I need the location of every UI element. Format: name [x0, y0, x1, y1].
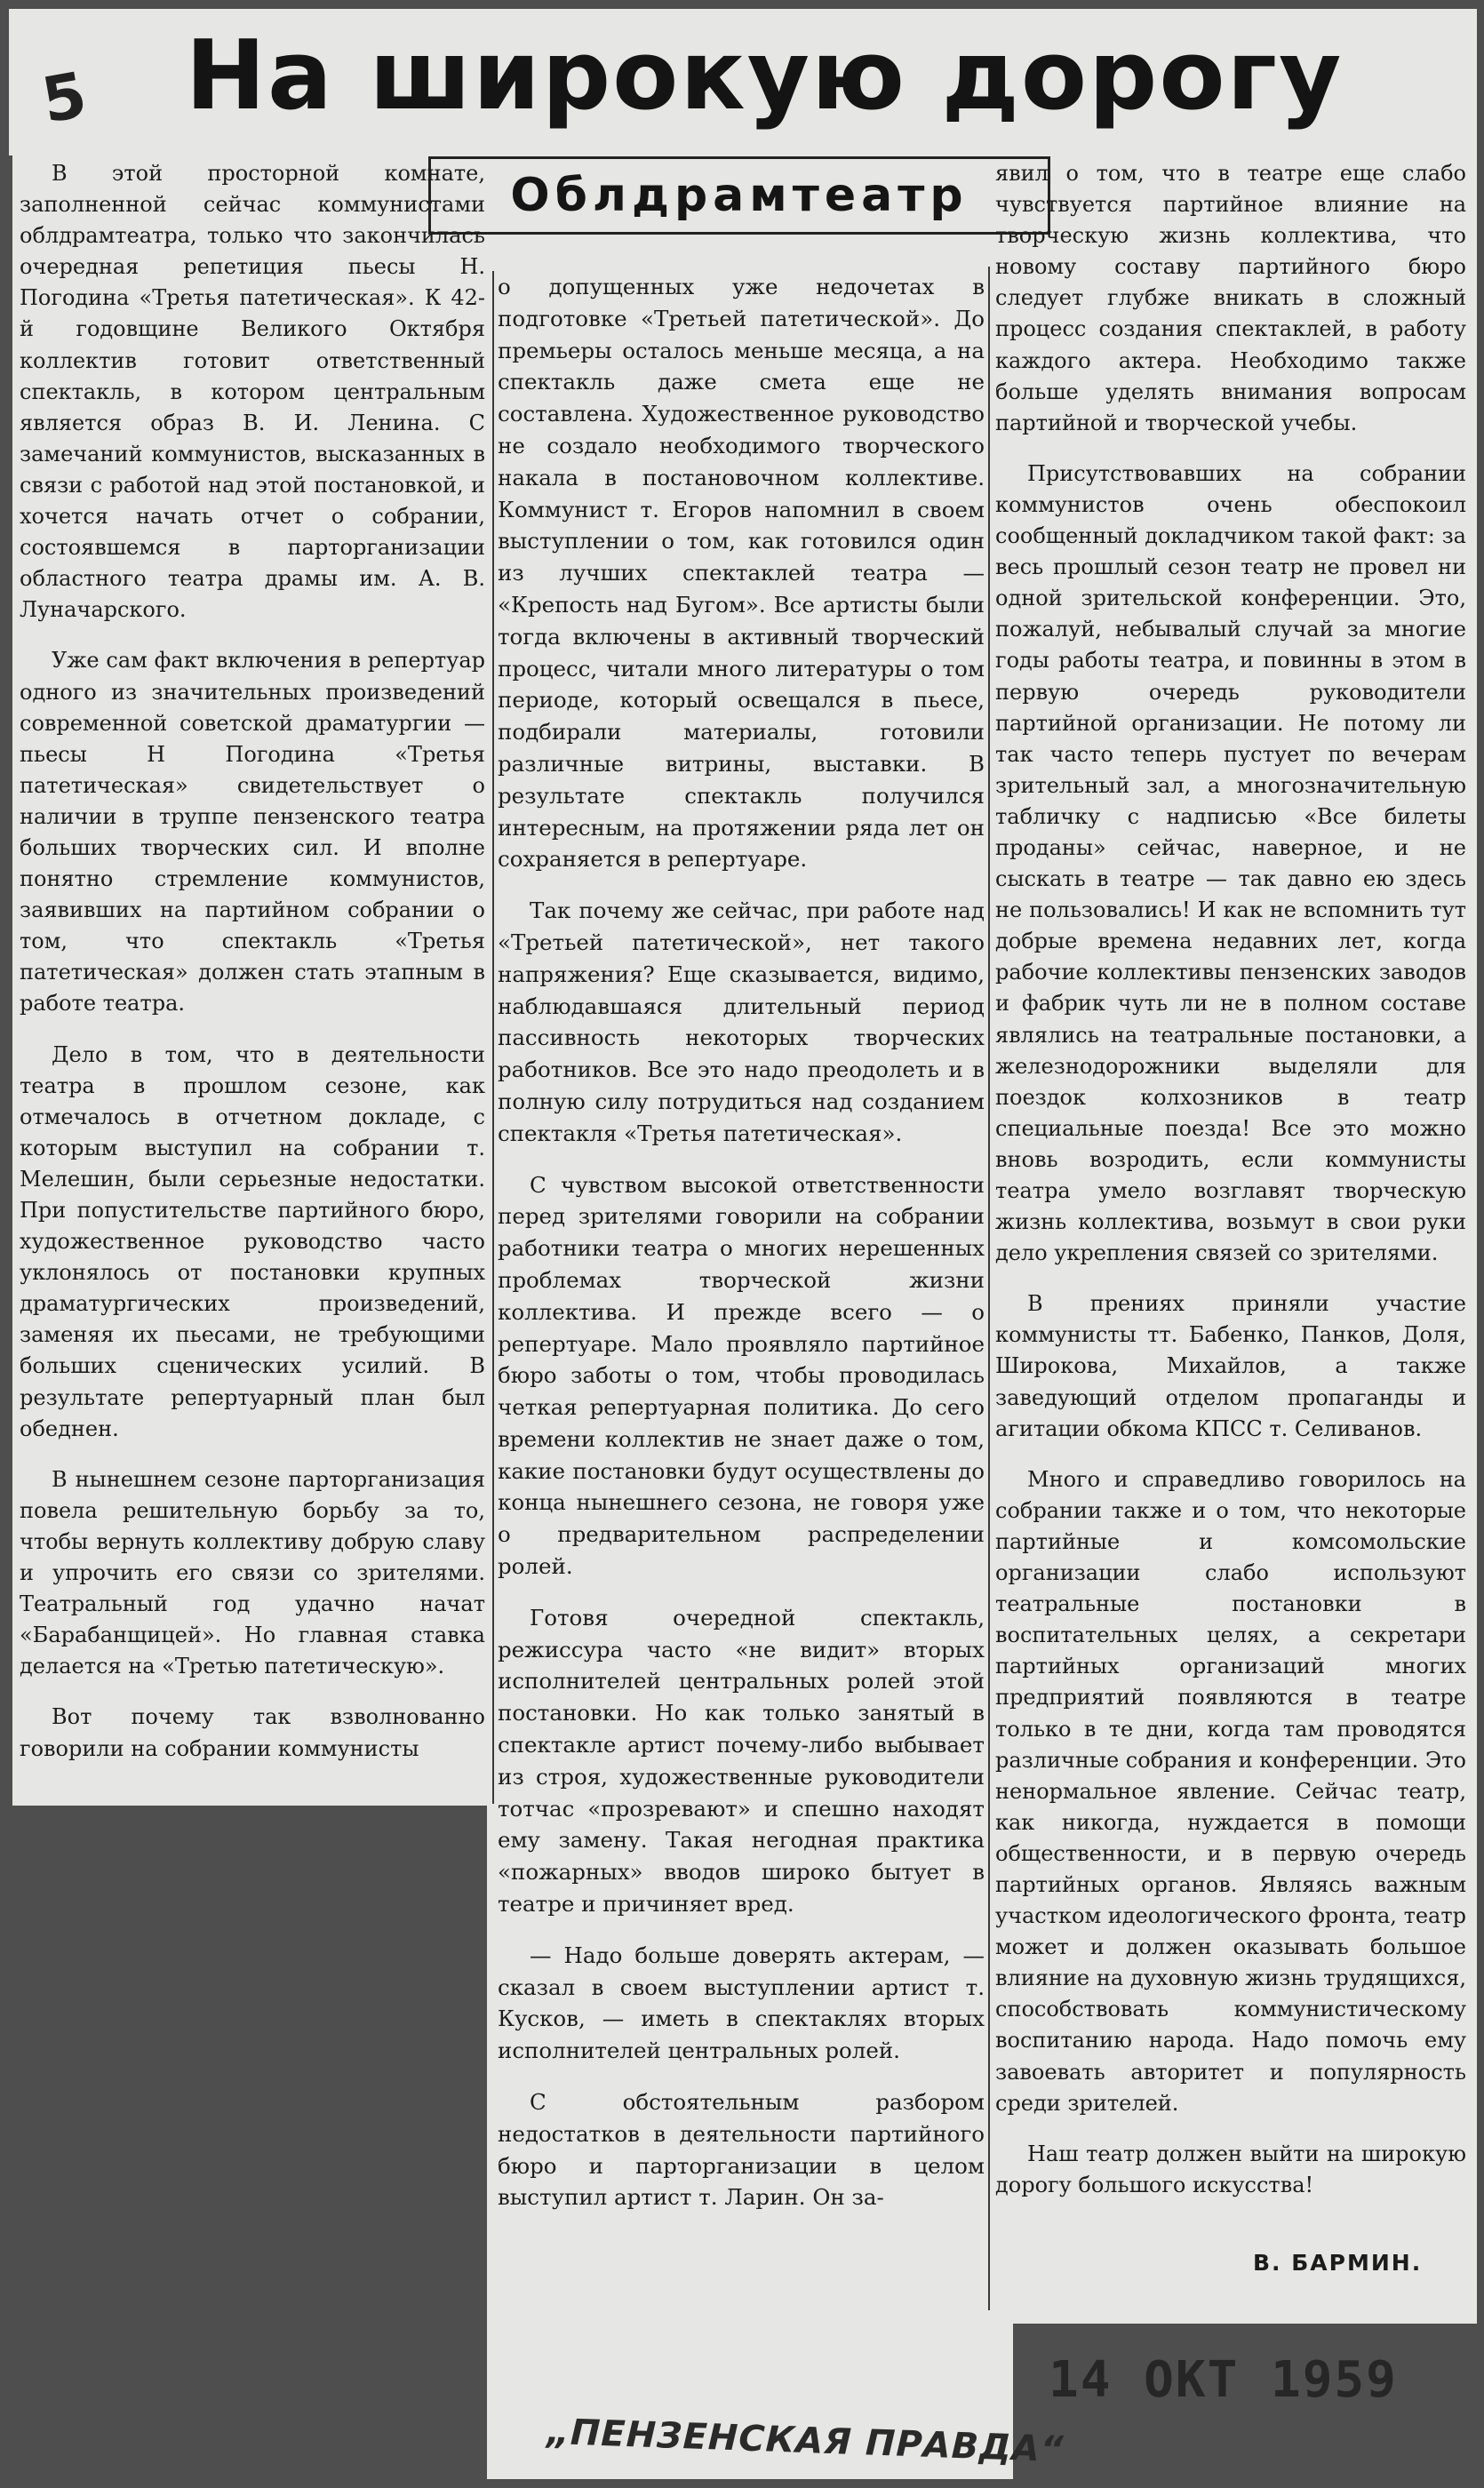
paragraph: Дело в том, что в деятельности театра в прошлом сезоне, как отмечалось в отчетном докладе, с которым выступил на собрании т. Мелешин, были серьезные недостатки. При попустительстве партийного бюро, художественное руководство часто уклонялось от постановки крупных драматургических произведений, заменяя их пьесами, не требующими больших сценических усилий. В результате репертуарный план был обеднен. — [20, 1041, 485, 1441]
article-headline: На широкую дорогу — [185, 20, 1344, 132]
date-stamp: 14 ОКТ 1959 — [1049, 2351, 1398, 2409]
paragraph: Наш театр должен выйти на широкую дорогу большого искусства! — [995, 2141, 1466, 2197]
rubric-title: Облдрамтеатр — [510, 169, 969, 222]
paragraph: В нынешнем сезоне парторганизация повела решительную борьбу за то, чтобы вернуть коллективу добрую славу и упрочить его связи со зрителями. Театральный год удачно начат «Барабанщицей». Но главная ставка делается на «Третью патетическую». — [20, 1466, 485, 1679]
paragraph: Присутствовавших на собрании коммунистов очень обеспокоил сообщенный докладчиком такой факт: за весь прошлый сезон театр не провел ни одной зрительской конференции. Это, пожалуй, небывалый случай за многие годы работы театра, и повинны в этом в первую очередь руководители партийной организации. Не потому ли так часто теперь пустует по вечерам зрительный зал, а многозначительную табличку с надписью «Все билеты проданы» сейчас, наверное, и не сыскать в театре — так давно ею здесь не пользовались! И как не вспомнить тут добрые времена недавних лет, когда рабочие коллективы пензенских заводов и фабрик чуть ли не в полном составе являлись на театральные постановки, а железнодорожники выделяли для поездок колхозников в театр специальные поезда! Все это можно вновь возродить, если коммунисты театра умело возглавят творческую жизнь коллектива, возьмут в свои руки дело укрепления связей со зрителями. — [995, 460, 1466, 1266]
paragraph: явил о том, что в театре еще слабо чувствуется партийное влияние на творческую жизнь коллектива, что новому составу партийного бюро следует глубже вникать в сложный процесс создания спектаклей, в работу каждого актера. Необходимо также больше уделять внимания вопросам партийной и творческой учебы. — [995, 161, 1466, 435]
handwritten-page-mark: 5 — [36, 58, 92, 138]
article-column-3 — [995, 158, 1466, 2201]
paragraph: В этой просторной комнате, заполненной сейчас коммунистами облдрамтеатра, только что закончилась очередная репетиция пьесы Н. Погодина «Третья патетическая». К 42-й годовщине Великого Октября коллектив готовит ответственный спектакль, в котором центральным является образ В. И. Ленина. С замечаний коммунистов, высказанных в связи с работой над этой постановкой, и хочется начать отчет о собрании, состоявшемся в парторганизации областного театра драмы им. А. В. Луначарского. — [20, 161, 485, 623]
paragraph: Вот почему так взволнованно говорили на собрании коммунисты — [20, 1704, 485, 1761]
paragraph: — Надо больше доверять актерам, — сказал в своем выступлении артист т. Кусков, — иметь в спектаклях вторых исполнителей центральных ролей. — [498, 1942, 985, 2064]
column-divider — [492, 271, 494, 1804]
column-divider — [988, 267, 990, 2310]
paragraph: Уже сам факт включения в репертуар одного из значительных произведений современной советской драматургии — пьесы Н Погодина «Третья патетическая» свидетельствует о наличии в труппе пензенского театра больших творческих сил. И вполне понятно стремление коммунистов, заявивших на партийном собрании о том, что спектакль «Третья патетическая» должен стать этапным в работе театра. — [20, 648, 485, 1017]
newspaper-source-stamp: „ПЕНЗЕНСКАЯ ПРАВДА“ — [546, 2411, 1065, 2471]
paragraph: о допущенных уже недочетах в подготовке «Третьей патетической». До премьеры осталось меньше месяца, а на спектакль даже смета еще не составлена. Художественное руководство не создало необходимого творческого накала в постановочном коллективе. Коммунист т. Егоров напомнил в своем выступлении о том, как готовился один из лучших спектаклей театра — «Крепость над Бугом». Все артисты были тогда включены в активный творческий процесс, читали много литературы о том периоде, который освещался в пьесе, подбирали материалы, готовили различные витрины, выставки. В результате спектакль получился интересным, на протяжении ряда лет он сохраняется в репертуаре. — [498, 274, 985, 873]
article-column-1 — [20, 158, 485, 1765]
paragraph: С чувством высокой ответственности перед зрителями говорили на собрании работники театра о многих нерешенных проблемах творческой жизни коллектива. И прежде всего — о репертуаре. Мало проявляло партийное бюро заботы о том, чтобы проводилась четкая репертуарная политика. До сего времени коллектив не знает даже о том, какие постановки будут осуществлены до конца нынешнего сезона, не говоря уже о предварительном распределении ролей. — [498, 1171, 985, 1580]
paragraph: В прениях приняли участие коммунисты тт. Бабенко, Панков, Доля, Широкова, Михайлов, а также заведующий отделом пропаганды и агитации обкома КПСС т. Селиванов. — [995, 1291, 1466, 1441]
paragraph: С обстоятельным разбором недостатков в деятельности партийного бюро и парторганизации в целом выступил артист т. Ларин. Он за- — [498, 2089, 985, 2211]
paragraph: Так почему же сейчас, при работе над «Третьей патетической», нет такого напряжения? Еще сказывается, видимо, наблюдавшаяся длительный период пассивность некоторых творческих работников. Все это надо преодолеть и в полную силу потрудиться над созданием спектакля «Третья патетическая». — [498, 897, 985, 1146]
paragraph: Много и справедливо говорилось на собрании также и о том, что некоторые партийные и комсомольские организации слабо используют театральные постановки в воспитательных целях, а секретари партийных организаций многих предприятий появляются в театре только в те дни, когда там проводятся различные собрания и конференции. Это ненормальное явление. Сейчас театр, как никогда, нуждается в помощи общественности, и в первую очередь партийных органов. Являясь важным участком идеологического фронта, театр может и должен оказывать большое влияние на духовную жизнь трудящихся, способствовать коммунистическому воспитанию народа. Надо помочь ему завоевать авторитет и популярность среди зрителей. — [995, 1466, 1466, 2116]
article-column-2 — [498, 271, 985, 2213]
paragraph: Готовя очередной спектакль, режиссура часто «не видит» вторых исполнителей центральных ролей этой постановки. Но как только занятый в спектакле артист почему-либо выбывает из строя, художественные руководители тотчас «прозревают» и спешно находят ему замену. Такая негодная практика «пожарных» вводов широко бытует в театре и причиняет вред. — [498, 1604, 985, 1918]
author-signature: В. БАРМИН. — [1253, 2250, 1423, 2276]
rubric-box — [428, 156, 1050, 235]
